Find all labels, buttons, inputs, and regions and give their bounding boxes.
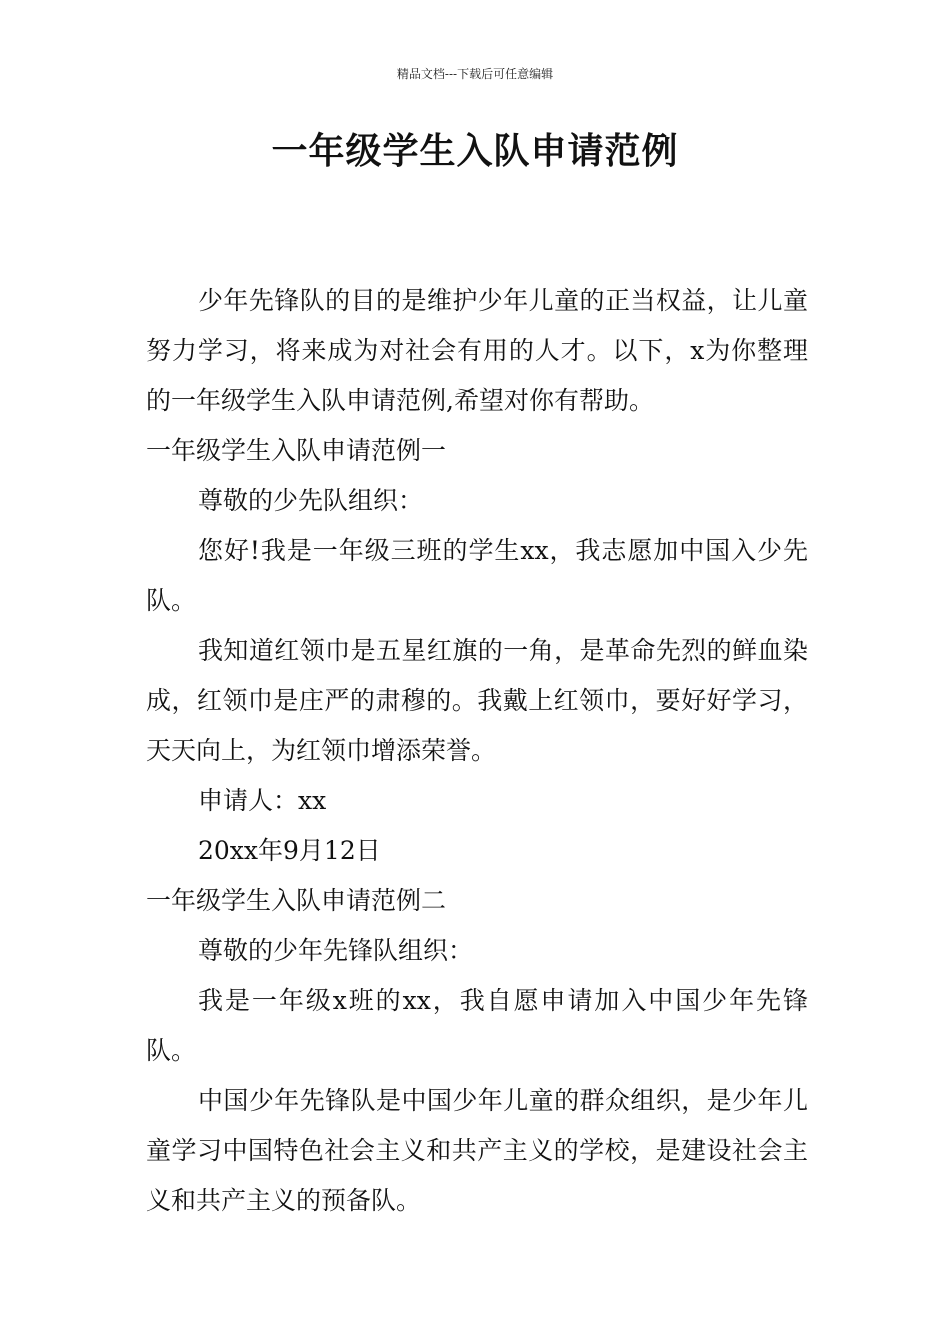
paragraph-2a: 我是一年级x班的xx，我自愿申请加入中国少年先锋队。 xyxy=(146,986,808,1065)
paragraph-2b: 中国少年先锋队是中国少年儿童的群众组织，是少年儿童学习中国特色社会主义和共产主义的学校，是建设社会主义和共产主义的预备队。 xyxy=(146,1086,808,1215)
paragraph-1b: 我知道红领巾是五星红旗的一角，是革命先烈的鲜血染成，红领巾是庄严的肃穆的。我戴上红领巾，要好好学习，天天向上，为红领巾增添荣誉。 xyxy=(146,636,808,765)
intro-paragraph: 少年先锋队的目的是维护少年儿童的正当权益，让儿童努力学习，将来成为对社会有用的人才。以下，x为你整理的一年级学生入队申请范例,希望对你有帮助。 xyxy=(146,286,808,415)
header-note: 精品文档---下载后可任意编辑 xyxy=(396,67,554,81)
paragraph-1a: 您好!我是一年级三班的学生xx，我志愿加中国入少先队。 xyxy=(146,536,808,615)
section-heading-2: 一年级学生入队申请范例二 xyxy=(146,886,447,915)
section-heading-1: 一年级学生入队申请范例一 xyxy=(146,436,447,465)
salutation-2: 尊敬的少年先锋队组织： xyxy=(198,936,474,965)
document-body xyxy=(146,276,808,1226)
salutation-1: 尊敬的少先队组织： xyxy=(198,486,424,515)
date-line: 20xx年9月12日 xyxy=(198,836,381,865)
applicant-line: 申请人：xx xyxy=(198,786,327,815)
document-title: 一年级学生入队申请范例 xyxy=(271,131,679,172)
